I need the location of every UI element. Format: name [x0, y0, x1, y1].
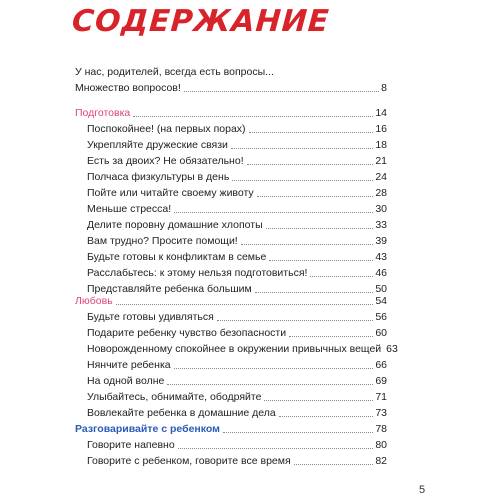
- toc-entry-page: 63: [386, 343, 398, 355]
- toc-entry-label: Нянчите ребенка: [87, 359, 171, 371]
- toc-entry-page: 43: [375, 251, 387, 263]
- dot-leader: [249, 132, 374, 133]
- toc-entry-page: 80: [375, 439, 387, 451]
- toc-entry[interactable]: [75, 153, 387, 169]
- toc-entry-label: Пойте или читайте своему животу: [87, 187, 254, 199]
- toc-entry[interactable]: [75, 80, 387, 96]
- toc-entry[interactable]: [75, 169, 387, 185]
- dot-leader: [217, 320, 373, 321]
- toc-entry-page: 71: [375, 391, 387, 403]
- toc-entry-label: На одной волне: [87, 375, 165, 387]
- toc-entry-label: Полчаса физкультуры в день: [87, 171, 230, 183]
- toc-entry-page: 33: [375, 219, 387, 231]
- toc-entry-label: Укрепляйте дружеские связи: [87, 139, 228, 151]
- section-page: 54: [375, 295, 387, 307]
- toc-entry-label: Делите поровну домашние хлопоты: [87, 219, 263, 231]
- toc-entry-page: 46: [375, 267, 387, 279]
- section-title: Разговаривайте с ребенком: [75, 423, 220, 435]
- toc-entry-page: 50: [375, 283, 387, 295]
- toc-entry-label: Улыбайтесь, обнимайте, ободряйте: [87, 391, 262, 403]
- dot-leader: [289, 336, 373, 337]
- toc-entry-page: 60: [375, 327, 387, 339]
- dot-leader: [247, 164, 374, 165]
- toc-entry-label: Новорожденному спокойнее в окружении привычных вещей: [87, 343, 382, 355]
- toc-entry-label: Будьте готовы к конфликтам в семье: [87, 251, 267, 263]
- dot-leader: [231, 148, 373, 149]
- toc-entry-label: Множество вопросов!: [75, 82, 181, 94]
- toc-entry-label: Вам трудно? Просите помощи!: [87, 235, 238, 247]
- dot-leader: [257, 196, 374, 197]
- dot-leader: [167, 384, 373, 385]
- dot-leader: [279, 416, 374, 417]
- toc-entry-label: Представляйте ребенка большим: [87, 283, 252, 295]
- dot-leader: [116, 304, 374, 305]
- toc-entry-page: 73: [375, 407, 387, 419]
- toc-entry-label: Расслабьтесь: к этому нельзя подготовиться!: [87, 267, 308, 279]
- toc-entry[interactable]: [75, 373, 387, 389]
- toc-entry-page: 30: [375, 203, 387, 215]
- toc-entry[interactable]: [75, 357, 387, 373]
- intro-line: У нас, родителей, всегда есть вопросы...: [75, 66, 274, 78]
- dot-leader: [174, 368, 374, 369]
- toc-entry[interactable]: [75, 185, 387, 201]
- toc-entry-label: Есть за двоих? Не обязательно!: [87, 155, 244, 167]
- dot-leader: [310, 276, 373, 277]
- toc-entry[interactable]: [75, 341, 398, 357]
- dot-leader: [174, 212, 373, 213]
- toc-entry-page: 21: [375, 155, 387, 167]
- toc-entry-label: Меньше стресса!: [87, 203, 172, 215]
- toc-entry[interactable]: [75, 453, 387, 469]
- dot-leader: [241, 244, 374, 245]
- toc-entry-page: 24: [375, 171, 387, 183]
- toc-entry[interactable]: [75, 249, 387, 265]
- toc-entry-page: 82: [375, 455, 387, 467]
- dot-leader: [223, 432, 373, 433]
- toc-entry-label: Вовлекайте ребенка в домашние дела: [87, 407, 276, 419]
- section-page: 78: [375, 423, 387, 435]
- toc-section-razgovarivayte: [75, 421, 387, 469]
- toc-section-heading[interactable]: [75, 293, 387, 309]
- page-title: СОДЕРЖАНИЕ: [70, 4, 331, 39]
- toc-entry[interactable]: [75, 233, 387, 249]
- toc-entry-label: Говорите с ребенком, говорите все время: [87, 455, 291, 467]
- dot-leader: [294, 464, 374, 465]
- intro-block: [75, 64, 387, 96]
- dot-leader: [184, 91, 379, 92]
- toc-entry-label: Подарите ребенку чувство безопасности: [87, 327, 287, 339]
- toc-section-podgotovka: [75, 105, 387, 297]
- section-title: Подготовка: [75, 107, 131, 119]
- toc-entry-page: 39: [375, 235, 387, 247]
- section-page: 14: [375, 107, 387, 119]
- dot-leader: [232, 180, 373, 181]
- toc-entry[interactable]: [75, 265, 387, 281]
- dot-leader: [178, 448, 374, 449]
- toc-entry[interactable]: [75, 437, 387, 453]
- toc-entry-page: 69: [375, 375, 387, 387]
- page-number: 5: [419, 484, 426, 496]
- toc-entry[interactable]: [75, 309, 387, 325]
- toc-entry-page: 18: [375, 139, 387, 151]
- toc-entry[interactable]: [75, 201, 387, 217]
- toc-entry-label: Поспокойнее! (на первых порах): [87, 123, 246, 135]
- dot-leader: [269, 260, 373, 261]
- toc-entry-page: 66: [375, 359, 387, 371]
- dot-leader: [266, 228, 374, 229]
- toc-entry-page: 8: [381, 82, 387, 94]
- toc-entry-page: 56: [375, 311, 387, 323]
- toc-entry-page: 16: [375, 123, 387, 135]
- toc-entry-label: Будьте готовы удивляться: [87, 311, 214, 323]
- dot-leader: [264, 400, 373, 401]
- toc-entry[interactable]: [75, 137, 387, 153]
- section-title: Любовь: [75, 295, 113, 307]
- toc-section-heading[interactable]: [75, 421, 387, 437]
- toc-section-lyubov: [75, 293, 398, 421]
- toc-entry[interactable]: [75, 217, 387, 233]
- dot-leader: [133, 116, 373, 117]
- toc-entry[interactable]: [75, 389, 387, 405]
- toc-entry[interactable]: [75, 325, 387, 341]
- toc-entry[interactable]: [75, 405, 387, 421]
- toc-entry[interactable]: [75, 121, 387, 137]
- toc-entry-page: 28: [375, 187, 387, 199]
- toc-section-heading[interactable]: [75, 105, 387, 121]
- toc-entry-label: Говорите напевно: [87, 439, 175, 451]
